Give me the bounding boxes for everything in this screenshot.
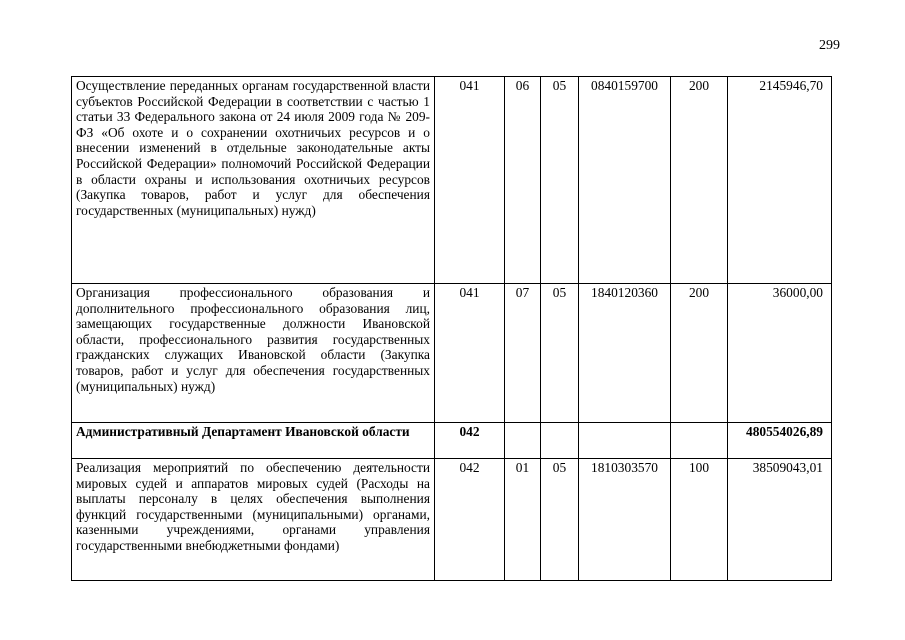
row-grbs-code: 042 <box>435 423 505 459</box>
row-subsection-code <box>541 423 579 459</box>
row-subsection-code: 05 <box>541 77 579 284</box>
table-row <box>72 77 832 284</box>
row-grbs-code: 041 <box>435 77 505 284</box>
row-expense-type-code: 200 <box>671 77 728 284</box>
row-section-code: 06 <box>505 77 541 284</box>
row-expense-type-code: 100 <box>671 459 728 581</box>
row-subsection-code: 05 <box>541 284 579 423</box>
row-description: Организация профессионального образования и дополнительного профессионального образования лиц, замещающих государственные должности Ивановской области, профессионального развития государственных гражданских служащих Ивановской области (Закупка товаров, работ и услуг для обеспечения государственных (муниципальных) нужд) <box>72 284 435 423</box>
row-amount: 36000,00 <box>728 284 832 423</box>
table-row <box>72 423 832 459</box>
row-expense-type-code: 200 <box>671 284 728 423</box>
row-grbs-code: 042 <box>435 459 505 581</box>
row-subsection-code: 05 <box>541 459 579 581</box>
row-amount: 2145946,70 <box>728 77 832 284</box>
row-target-item-code: 1810303570 <box>579 459 671 581</box>
page-number: 299 <box>819 38 840 53</box>
row-section-code <box>505 423 541 459</box>
row-section-code: 07 <box>505 284 541 423</box>
row-grbs-code: 041 <box>435 284 505 423</box>
table-row <box>72 284 832 423</box>
row-description: Административный Департамент Ивановской области <box>72 423 435 459</box>
row-target-item-code <box>579 423 671 459</box>
row-amount: 38509043,01 <box>728 459 832 581</box>
row-description: Реализация мероприятий по обеспечению деятельности мировых судей и аппаратов мировых судей (Расходы на выплаты персоналу в целях обеспечения выполнения функций государственными (муниципальными) органами, казенными учреждениями, органами управления государственными внебюджетными фондами) <box>72 459 435 581</box>
row-amount: 480554026,89 <box>728 423 832 459</box>
budget-table <box>71 76 832 581</box>
row-expense-type-code <box>671 423 728 459</box>
table-row <box>72 459 832 581</box>
row-target-item-code: 1840120360 <box>579 284 671 423</box>
row-section-code: 01 <box>505 459 541 581</box>
row-description: Осуществление переданных органам государственной власти субъектов Российской Федерации в соответствии с частью 1 статьи 33 Федерального закона от 24 июля 2009 года № 209-ФЗ «Об охоте и о сохранении охотничьих ресурсов и о внесении изменений в отдельные законодательные акты Российской Федерации» полномочий Российской Федерации в области охраны и использования охотничьих ресурсов (Закупка товаров, работ и услуг для обеспечения государственных (муниципальных) нужд) <box>72 77 435 284</box>
row-target-item-code: 0840159700 <box>579 77 671 284</box>
